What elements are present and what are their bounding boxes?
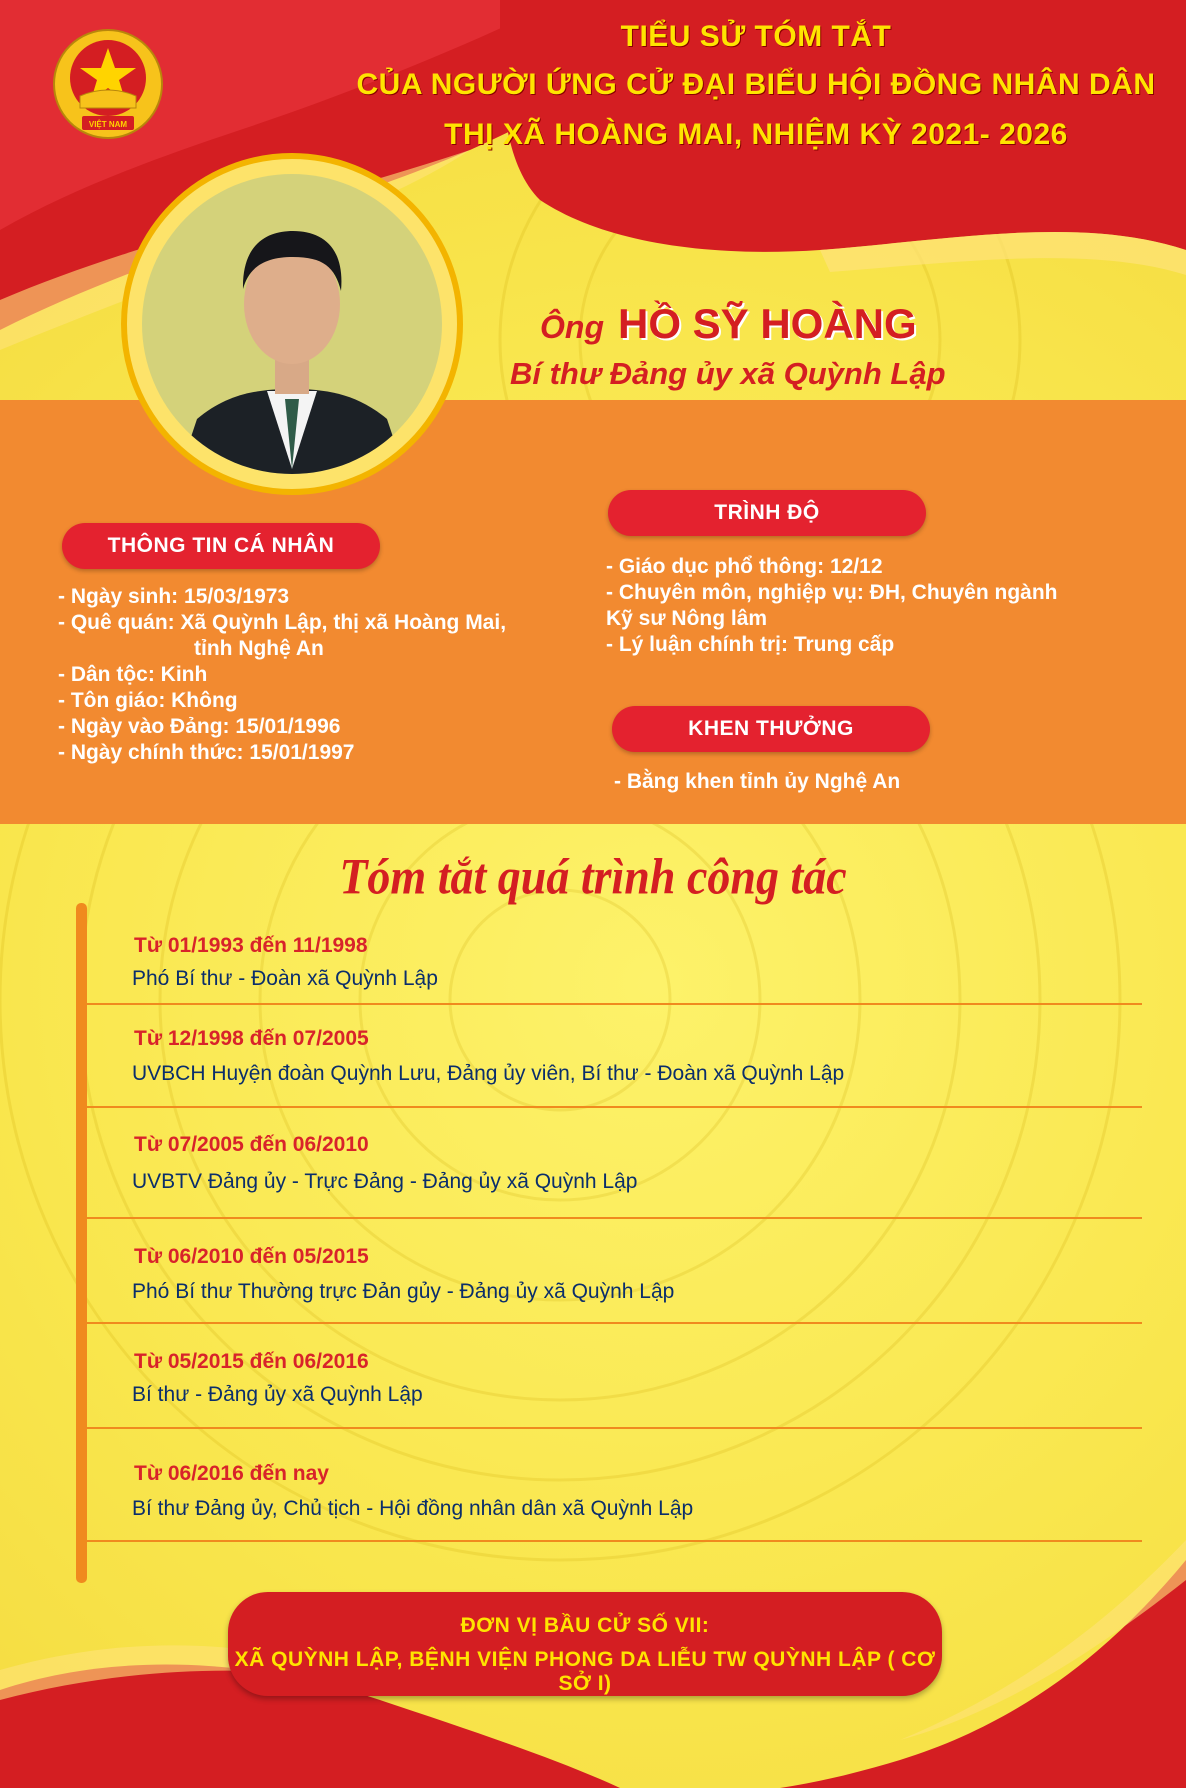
title-line-1: TIỂU SỬ TÓM TẮT [620,20,892,53]
career-divider [86,1003,1142,1005]
timeline-line [76,903,87,1583]
education-major-1: - Chuyên môn, nghiệp vụ: ĐH, Chuyên ngành [606,581,1058,604]
career-period: Từ 06/2010 đến 05/2015 [134,1245,369,1268]
religion: - Tôn giáo: Không [58,689,238,712]
candidate-name-block [540,300,917,348]
career-role: Phó Bí thư Thường trực Đản gủy - Đảng ủy xã Quỳnh Lập [132,1280,675,1303]
career-heading: Tóm tắt quá trình công tác [339,848,847,905]
emblem-text: VIỆT NAM [88,120,128,129]
career-role: UVBCH Huyện đoàn Quỳnh Lưu, Đảng ủy viên, Bí thư - Đoàn xã Quỳnh Lập [132,1062,845,1085]
education-heading: TRÌNH ĐỘ [608,490,926,536]
education-politics: - Lý luận chính trị: Trung cấp [606,633,895,656]
electoral-unit-title: ĐƠN VỊ BẦU CỬ SỐ VII: [460,1614,710,1637]
personal-info-heading: THÔNG TIN CÁ NHÂN [62,523,380,569]
career-divider [86,1322,1142,1324]
hometown-2: tỉnh Nghệ An [194,637,324,660]
career-period: Từ 06/2016 đến nay [134,1462,329,1485]
awards-heading: KHEN THƯỞNG [612,706,930,752]
hometown-1: - Quê quán: Xã Quỳnh Lập, thị xã Hoàng Mai, [58,611,507,634]
career-period: Từ 05/2015 đến 06/2016 [134,1350,369,1373]
career-period: Từ 12/1998 đến 07/2005 [134,1027,369,1050]
title-line-2: CỦA NGƯỜI ỨNG CỬ ĐẠI BIỂU HỘI ĐỒNG NHÂN DÂN [356,68,1156,101]
ethnicity: - Dân tộc: Kinh [58,663,208,686]
career-period: Từ 01/1993 đến 11/1998 [134,934,368,957]
career-role: UVBTV Đảng ủy - Trực Đảng - Đảng ủy xã Quỳnh Lập [132,1170,638,1193]
education-major-2: Kỹ sư Nông lâm [606,607,768,630]
career-role: Bí thư Đảng ủy, Chủ tịch - Hội đồng nhân dân xã Quỳnh Lập [132,1497,694,1520]
candidate-position: Bí thư Đảng ủy xã Quỳnh Lập [510,356,946,391]
party-official-date: - Ngày chính thức: 15/01/1997 [58,741,355,764]
career-role: Bí thư - Đảng ủy xã Quỳnh Lập [132,1383,423,1406]
candidate-portrait [137,169,447,479]
title-line-3: THỊ XÃ HOÀNG MAI, NHIỆM KỲ 2021- 2026 [444,118,1068,151]
award-item: - Bằng khen tỉnh ủy Nghệ An [614,770,901,793]
personal-info-list [58,584,506,766]
party-join-date: - Ngày vào Đảng: 15/01/1996 [58,715,341,738]
career-period: Từ 07/2005 đến 06/2010 [134,1133,369,1156]
candidate-name: HỒ SỸ HOÀNG [617,300,917,347]
career-divider [86,1217,1142,1219]
education-general: - Giáo dục phổ thông: 12/12 [606,555,883,578]
career-divider [86,1427,1142,1429]
career-divider [86,1540,1142,1542]
national-emblem [48,26,168,144]
dob: - Ngày sinh: 15/03/1973 [58,585,290,608]
education-list [606,554,1058,658]
candidate-prefix: Ông [540,309,604,345]
electoral-unit-detail: XÃ QUỲNH LẬP, BỆNH VIỆN PHONG DA LIỄU TW QUỲNH LẬP ( CƠ SỞ I) [234,1648,936,1695]
electoral-unit-banner [228,1592,942,1696]
career-role: Phó Bí thư - Đoàn xã Quỳnh Lập [132,967,438,990]
career-divider [86,1106,1142,1108]
